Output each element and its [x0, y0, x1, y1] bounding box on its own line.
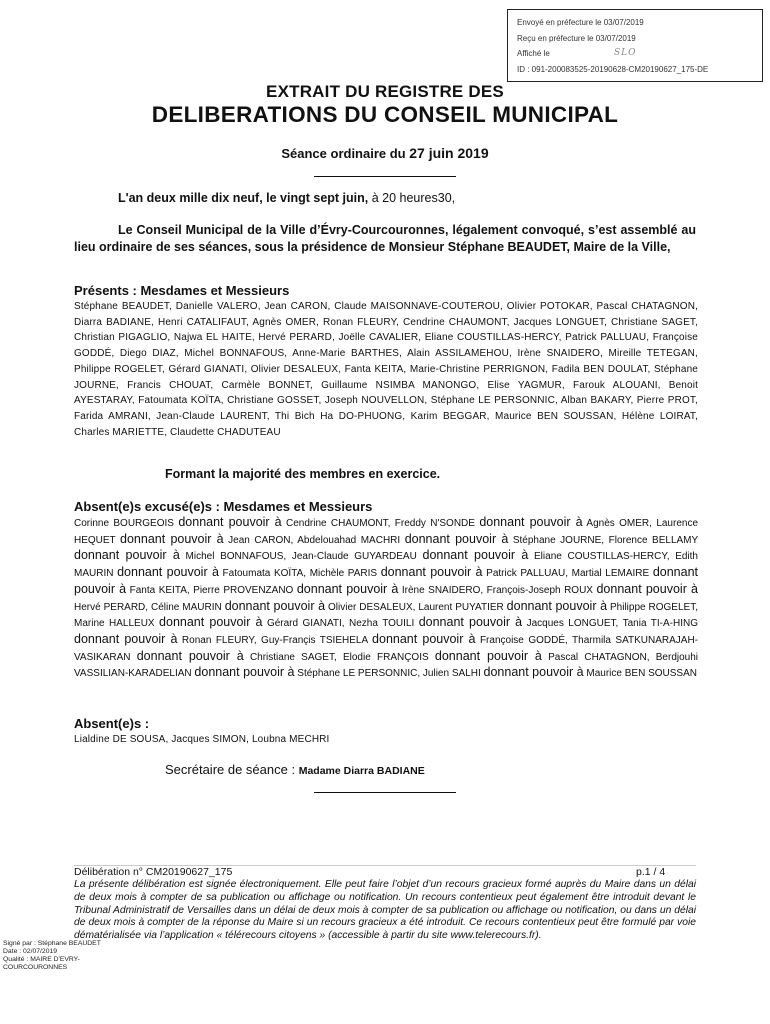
- proxy-holder: Agnès OMER: [586, 518, 650, 529]
- excused-member: Pierre PROVENZANO: [193, 584, 294, 596]
- seance-date: 27 juin 2019: [409, 145, 489, 161]
- proxy-connector: donnant pouvoir à: [194, 665, 295, 680]
- deliberation-reference: Délibération n° CM20190627_175: [74, 866, 233, 878]
- excused-member: Berdjouhi VASSILIAN-KARADELIAN: [74, 651, 699, 680]
- excused-member: Freddy N'SONDE: [394, 518, 475, 529]
- proxy-holder: Hervé PERARD: [74, 601, 146, 613]
- signed-quality: Qualité : MAIRE D'EVRY-: [3, 956, 80, 963]
- signed-date: Date : 02/07/2019: [3, 948, 58, 955]
- excused-list: Corinne BOURGEOIS donnant pouvoir à Cendrine CHAUMONT, Freddy N'SONDE donnant pouvoir à Agnès OMER, Laurence HEQUET donnant pouvoir à Jean CARON, Abdelouahad MACHRI donnant pouvoir à Stéphane JOURNE, Florence BELLAMY donnant pouvoir à Michel BONNAFOUS, Jean-Claude GUYARDEAU donnant pouvoir à Eliane COUSTILLAS-HERCY, Edith MAURIN donnant pouvoir à Fatoumata KOÏTA, Michèle PARIS donnant pouvoir à Patrick PALLUAU, Martial LEMAIRE donnant pouvoir à Fanta KEITA, Pierre PROVENZANO donnant pouvoir à Irène SNAIDERO, François-Joseph ROUX donnant pouvoir à Hervé PERARD, Céline MAURIN donnant pouvoir à Olivier DESALEUX, Laurent PUYATIER donnant pouvoir à Philippe ROGELET, Marine HALLEUX donnant pouvoir à Gérard GIANATI, Nezha TOUILI donnant pouvoir à Jacques LONGUET, Tania TI-A-HING donnant pouvoir à Ronan FLEURY, Guy-Françis TSIEHELA donnant pouvoir à Françoise GODDÉ, Tharmila SATKUNARAJAH-VASIKARAN donnant pouvoir à Christiane SAGET, Elodie FRANÇOIS donnant pouvoir à Pascal CHATAGNON, Berdjouhi VASSILIAN-KARADELIAN donnant pouvoir à Stéphane LE PERSONNIC, Julien SALHI donnant pouvoir à Maurice BEN SOUSSAN: [74, 515, 699, 680]
- proxy-holder: Maurice BEN SOUSSAN: [586, 668, 697, 680]
- page-number: p.1 / 4: [636, 866, 666, 878]
- proxy-holder: Ronan FLEURY: [181, 634, 254, 646]
- council-paragraph: Le Conseil Municipal de la Ville d’Évry-Courcouronnes, légalement convoqué, s’est assemblé au lieu ordinaire de ses séances, sous la présidence de Monsieur Stéphane BEAUDET, Maire de la Ville,: [74, 223, 696, 254]
- excused-member: Florence BELLAMY: [608, 534, 698, 546]
- proxy-connector: donnant pouvoir à: [380, 565, 483, 580]
- excused-member: Martial LEMAIRE: [571, 568, 650, 580]
- proxy-connector: donnant pouvoir à: [120, 531, 224, 546]
- proxy-connector: donnant pouvoir à: [422, 548, 529, 563]
- absents-heading: Absent(e)s :: [74, 716, 150, 731]
- stamp-sent: Envoyé en préfecture le 03/07/2019: [517, 18, 644, 27]
- proxy-connector: donnant pouvoir à: [224, 598, 326, 613]
- electronic-signature-block: [3, 940, 123, 972]
- presents-heading: Présents : Mesdames et Messieurs: [74, 283, 290, 298]
- proxy-connector: donnant pouvoir à: [418, 615, 523, 630]
- proxy-connector: donnant pouvoir à: [74, 565, 698, 596]
- excused-heading: Absent(e)s excusé(e)s : Mesdames et Messieurs: [74, 499, 373, 514]
- proxy-holder: Pascal CHATAGNON: [548, 651, 647, 663]
- excused-member: Corinne BOURGEOIS: [74, 518, 174, 529]
- proxy-holder: Christiane SAGET: [249, 651, 334, 663]
- excused-member: Laurent PUYATIER: [418, 601, 504, 613]
- proxy-holder: Michel BONNAFOUS: [185, 551, 284, 563]
- excused-member: Tharmila SATKUNARAJAH-VASIKARAN: [74, 634, 698, 663]
- proxy-holder: Gérard GIANATI: [266, 618, 342, 630]
- proxy-connector: donnant pouvoir à: [178, 515, 282, 529]
- secretary-line: [165, 762, 425, 777]
- secretary-name: Madame Diarra BADIANE: [298, 765, 425, 777]
- title-divider: [314, 176, 456, 177]
- proxy-connector: donnant pouvoir à: [506, 598, 608, 613]
- proxy-connector: donnant pouvoir à: [483, 665, 584, 680]
- secretary-label: Secrétaire de séance :: [165, 762, 296, 777]
- proxy-holder: Jacques LONGUET: [526, 618, 616, 630]
- proxy-connector: donnant pouvoir à: [479, 515, 583, 529]
- excused-member: Marine HALLEUX: [74, 618, 155, 630]
- proxy-holder: Françoise GODDÉ: [479, 634, 565, 646]
- proxy-connector: donnant pouvoir à: [74, 631, 178, 646]
- seance-prefix: Séance ordinaire du: [281, 146, 406, 161]
- excused-member: Guy-Françis TSIEHELA: [261, 634, 368, 646]
- legal-notice: La présente délibération est signée électroniquement. Elle peut faire l’objet d’un recours gracieux formé auprès du Maire dans un délai de deux mois à compter de sa publication ou affichage ou notification. Un recours contentieux peut également être introduit devant le Tribunal Administratif de Versailles dans un délai de deux mois à compter de sa publication ou affichage ou notification, ou dans un délai de deux mois à compter de la réponse du Maire si un recours gracieux a été introduit. Ce recours contentieux peut être formulé par voie dématérialisée via l’application « télérecours citoyens » (accessible à partir du site www.telerecours.fr).: [74, 879, 696, 942]
- stamp-signature: SLO: [614, 48, 637, 58]
- excused-member: Edith MAURIN: [74, 551, 698, 580]
- proxy-connector: donnant pouvoir à: [159, 615, 263, 630]
- proxy-connector: donnant pouvoir à: [74, 548, 180, 563]
- excused-member: Michèle PARIS: [309, 568, 378, 580]
- excused-member: Tania TI-A-HING: [622, 618, 698, 630]
- stamp-posted: Affiché le: [517, 49, 550, 59]
- proxy-holder: Fanta KEITA: [129, 584, 187, 596]
- proxy-connector: donnant pouvoir à: [296, 581, 399, 596]
- signed-quality-cont: COURCOURONNES: [3, 964, 68, 971]
- session-date-bold: L'an deux mille dix neuf, le vingt sept juin,: [118, 191, 369, 205]
- proxy-holder: Eliane COUSTILLAS-HERCY: [534, 551, 667, 563]
- proxy-holder: Philippe ROGELET: [610, 601, 696, 613]
- excused-member: Julien SALHI: [422, 668, 481, 680]
- proxy-holder: Fatoumata KOÏTA: [222, 568, 304, 580]
- excused-member: Elodie FRANÇOIS: [342, 651, 429, 663]
- stamp-id: ID : 091-200083525-20190628-CM20190627_175-DE: [517, 64, 709, 74]
- proxy-connector: donnant pouvoir à: [596, 581, 698, 596]
- document-title-line1: EXTRAIT DU REGISTRE DES: [266, 82, 504, 101]
- proxy-holder: Stéphane JOURNE: [512, 534, 602, 546]
- majority-statement: Formant la majorité des membres en exercice.: [165, 467, 441, 481]
- signed-by: Signé par : Stéphane BEAUDET: [3, 940, 101, 947]
- proxy-holder: Stéphane LE PERSONNIC: [297, 668, 418, 680]
- proxy-connector: donnant pouvoir à: [434, 648, 542, 663]
- absents-list: Lialdine DE SOUSA, Jacques SIMON, Loubna MECHRI: [74, 734, 330, 745]
- seance-line: [0, 145, 770, 161]
- proxy-connector: donnant pouvoir à: [117, 565, 219, 580]
- document-title-line2: DELIBERATIONS DU CONSEIL MUNICIPAL: [151, 102, 619, 127]
- proxy-connector: donnant pouvoir à: [136, 648, 244, 663]
- proxy-holder: Patrick PALLUAU: [486, 568, 566, 580]
- secretary-divider: [314, 792, 456, 793]
- session-time: à 20 heures30,: [371, 191, 456, 205]
- excused-member: Jean-Claude GUYARDEAU: [291, 551, 417, 563]
- presents-list: Stéphane BEAUDET, Danielle VALERO, Jean CARON, Claude MAISONNAVE-COUTEROU, Olivier POTOKAR, Pascal CHATAGNON, Diarra BADIANE, Henri CATALIFAUT, Agnès OMER, Ronan FLEURY, Cendrine CHAUMONT, Jacques LONGUET, Christiane SAGET, Christian PIGAGLIO, Najwa EL HAITE, Hervé PERARD, Joëlle CAVALIER, Eliane COUSTILLAS-HERCY, Patrick PALLUAU, Françoise GODDÉ, Diego DIAZ, Michel BONNAFOUS, Anne-Marie BARTHES, Alain ASSILAMEHOU, Irène SNAIDERO, Mireille TETEGAN, Philippe ROGELET, Gérard GIANATI, Olivier DESALEUX, Fanta KEITA, Marie-Christine PERRIGNON, Fadila BEN DOULAT, Stéphane JOURNE, Francis CHOUAT, Carmèle BONNET, Guillaume NSIMBA MANONGO, Elise YAGMUR, Farouk ALOUANI, Benoit AYESTARAY, Fatoumata KOÏTA, Christiane GOSSET, Joseph NOUVELLON, Stéphane LE PERSONNIC, Alban BAKARY, Pierre PROT, Farida AMRANI, Jean-Claude LAURENT, Thi Bich Ha DO-PHUONG, Karim BEGGAR, Maurice BEN SOUSSAN, Hélène LOIRAT, Charles MARIETTE, Claudette CHADUTEAU: [74, 301, 698, 438]
- proxy-holder: Olivier DESALEUX: [328, 601, 413, 613]
- proxy-holder: Jean CARON: [228, 534, 291, 546]
- session-date-paragraph: [118, 190, 678, 207]
- proxy-holder: Cendrine CHAUMONT: [285, 518, 388, 529]
- excused-member: François-Joseph ROUX: [486, 584, 593, 596]
- excused-member: Céline MAURIN: [151, 601, 222, 613]
- excused-member: Laurence HEQUET: [74, 518, 699, 546]
- excused-member: Nezha TOUILI: [349, 618, 415, 630]
- excused-member: Abdelouahad MACHRI: [297, 534, 401, 546]
- stamp-received: Reçu en préfecture le 03/07/2019: [517, 33, 636, 43]
- prefecture-stamp: [507, 9, 763, 82]
- proxy-connector: donnant pouvoir à: [404, 531, 509, 546]
- proxy-connector: donnant pouvoir à: [372, 631, 476, 646]
- proxy-holder: Irène SNAIDERO: [401, 584, 481, 596]
